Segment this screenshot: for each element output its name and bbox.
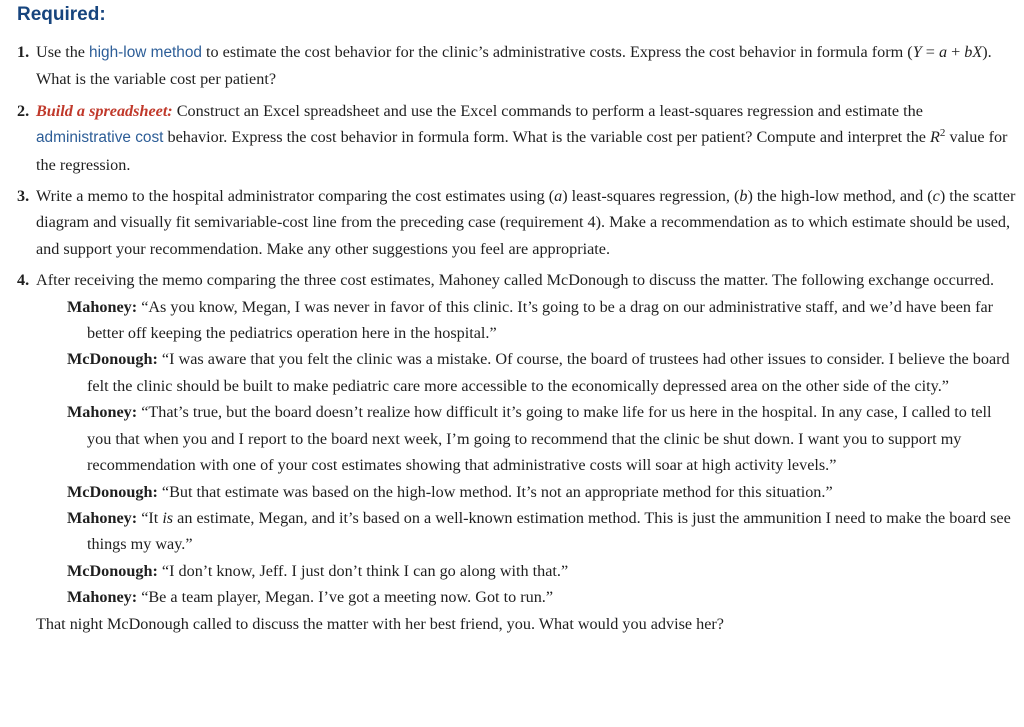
text: behavior. Express the cost behavior in formula form. What is the variable cost per patient? Compute and interpret the [163, 128, 931, 147]
emphasis: is [162, 508, 174, 527]
build-spreadsheet-label: Build a spreadsheet: [36, 101, 173, 120]
formula-x: X [972, 43, 983, 61]
dialog-text: an estimate, Megan, and it’s based on a well-known estimation method. This is just the ammunition I need to make the board see things my way.” [87, 508, 1011, 554]
speaker-name: Mahoney: [67, 403, 138, 422]
requirement-1 [17, 39, 1017, 93]
option-b: b [739, 187, 748, 206]
option-c: c [932, 187, 940, 206]
r-symbol: R [930, 128, 940, 147]
text: Write a memo to the hospital administrator comparing the cost estimates using ( [36, 187, 555, 206]
text: to estimate the cost behavior for the clinic’s administrative costs. Express the cost behavior in formula form ( [201, 43, 913, 61]
requirement-3 [17, 183, 1017, 262]
dialog-line [36, 558, 1017, 584]
dialog-text: “Be a team player, Megan. I’ve got a meeting now. Got to run.” [137, 588, 554, 607]
text: ) the high-low method, and ( [747, 187, 933, 206]
dialog [36, 294, 1017, 611]
r-superscript: 2 [939, 127, 946, 140]
item-number: 4. [17, 271, 30, 290]
speaker-name: Mahoney: [67, 508, 138, 527]
dialog-text: “That’s true, but the board doesn’t realize how difficult it’s going to make life for us here in the hospital. In any case, I called to tell you that when you and I report to the board next week, I’m going to recommend that the clinic be shut down. I want you to support my recommendation with one of your cost estimates showing that administrative costs will soar at high activity levels.” [87, 403, 992, 475]
requirement-4 [17, 267, 1017, 637]
formula-y: Y [912, 43, 922, 61]
text: value for the regression. [36, 128, 1008, 174]
text: ) least-squares regression, ( [562, 187, 740, 206]
dialog-text: “It [137, 508, 163, 527]
speaker-name: McDonough: [67, 350, 158, 369]
speaker-name: Mahoney: [67, 297, 138, 316]
item-number: 2. [17, 101, 30, 120]
requirement-4-intro: After receiving the memo comparing the three cost estimates, Mahoney called McDonough to discuss the matter. The following exchange occurred. [36, 271, 995, 290]
dialog-text: “But that estimate was based on the high-low method. It’s not an appropriate method for this situation.” [157, 482, 833, 501]
dialog-line [36, 584, 1017, 610]
administrative-cost-link[interactable]: administrative cost [36, 129, 164, 147]
speaker-name: McDonough: [67, 482, 158, 501]
text: ) the scatter diagram and visually fit semivariable-cost line from the preceding case (requirement 4). Make a recommendation as to which estimate should be used, and support your recommendation. Make any other suggestions you feel are appropriate. [36, 187, 1016, 258]
required-heading: Required: [17, 4, 106, 25]
dialog-text: “I was aware that you felt the clinic was a mistake. Of course, the board of trustees had other issues to consider. I believe the board felt the clinic should be built to make pediatric care more accessible to the economically depressed area on the other side of the city.” [87, 350, 1010, 395]
item-number: 1. [17, 43, 30, 61]
dialog-text: “As you know, Megan, I was never in favor of this clinic. It’s going to be a drag on our administrative staff, and we’d have been far better off keeping the pediatrics operation here in the hospital.” [87, 297, 994, 343]
dialog-line [36, 294, 1017, 347]
item-number: 3. [17, 187, 30, 206]
text: Construct an Excel spreadsheet and use the Excel commands to perform a least-squares regression and estimate the [172, 101, 923, 120]
closing-question: That night McDonough called to discuss the matter with her best friend, you. What would you advise her? [36, 614, 724, 633]
formula-a: a [938, 43, 948, 61]
formula-b: b [964, 43, 973, 61]
formula-plus: + [947, 43, 965, 61]
requirements-list [17, 39, 1017, 637]
speaker-name: McDonough: [67, 561, 158, 580]
speaker-name: Mahoney: [67, 588, 138, 607]
high-low-method-link[interactable]: high-low method [89, 44, 202, 61]
text: Use the [36, 43, 90, 61]
dialog-line [36, 399, 1017, 478]
text: ). What is the variable cost per patient? [36, 43, 992, 89]
option-a: a [554, 187, 563, 206]
dialog-line [36, 505, 1017, 558]
dialog-line [36, 479, 1017, 505]
requirement-2 [17, 98, 1017, 178]
dialog-line [36, 346, 1017, 399]
dialog-text: “I don’t know, Jeff. I just don’t think I can go along with that.” [157, 561, 569, 580]
formula-eq: = [921, 43, 939, 61]
